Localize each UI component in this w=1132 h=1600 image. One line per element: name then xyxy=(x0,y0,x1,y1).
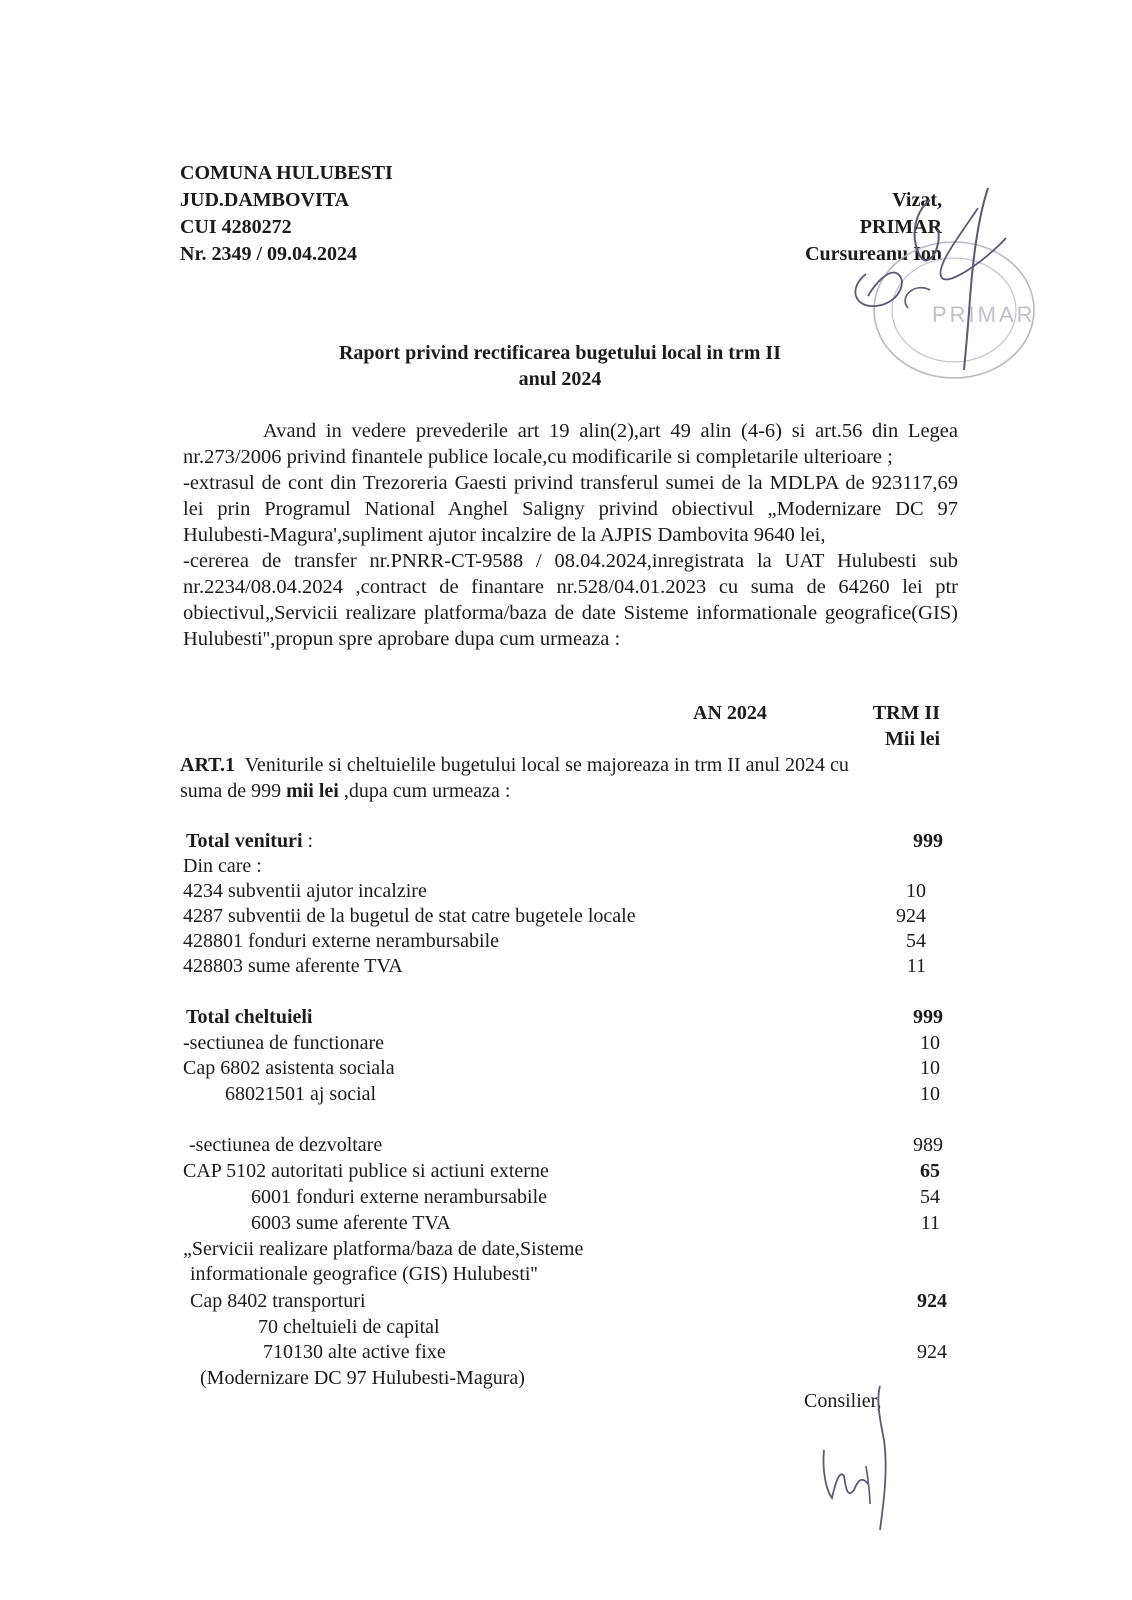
approval-role: PRIMAR xyxy=(859,216,942,238)
din-care-label: Din care : xyxy=(183,855,262,877)
f6001-value: 54 xyxy=(920,1186,940,1208)
fixed-assets-row xyxy=(183,1339,947,1365)
approval-name: Cursureanu Ion xyxy=(805,243,942,265)
article-amount: suma de 999 xyxy=(180,780,287,802)
aj-social-label: 68021501 aj social xyxy=(225,1083,377,1105)
revenues-total-row xyxy=(183,828,943,854)
article-tail: ,dupa cum urmeaza : xyxy=(338,780,511,802)
consilier-signature xyxy=(810,1380,920,1540)
report-title: Raport privind rectificarea bugetului local in trm II xyxy=(338,342,781,364)
aj-social-value: 10 xyxy=(920,1083,940,1105)
revenues-total-suffix: : xyxy=(302,830,314,852)
revenue-value: 924 xyxy=(896,905,926,927)
cap5102-row xyxy=(183,1158,943,1184)
cap8402-value: 924 xyxy=(917,1290,947,1312)
bank-statement-paragraph: -extrasul de cont din Trezoreria Gaesti privind transferul sumei de la MDLPA de 923117,69 lei prin Programul National Anghel Saligny privind obiectivul „Modernizare DC 97 Hulubesti-Magura',supliment ajutor incalzire de la AJPIS Dambovita 9640 lei, xyxy=(183,472,958,546)
cap6802-label: Cap 6802 asistenta sociala xyxy=(183,1057,395,1079)
gis-objective-line1: „Servicii realizare platforma/baza de date,Sisteme xyxy=(183,1238,584,1260)
column-quarter: TRM II xyxy=(872,702,940,724)
revenue-value: 11 xyxy=(906,955,926,977)
column-unit: Mii lei xyxy=(885,728,940,750)
f6003-row xyxy=(183,1210,943,1236)
f6001-row xyxy=(183,1184,943,1210)
capital-expenses-row xyxy=(183,1314,943,1340)
report-title-year: anul 2024 xyxy=(518,368,602,390)
stamp-text: PRIMAR xyxy=(932,302,1036,327)
revenue-row xyxy=(183,903,943,929)
article-1-continued xyxy=(180,778,510,804)
document-number: Nr. 2349 / 09.04.2024 xyxy=(180,243,358,265)
revenue-label: 428803 sume aferente TVA xyxy=(183,955,403,977)
f6001-label: 6001 fonduri externe nerambursabile xyxy=(251,1186,548,1208)
intro-text xyxy=(183,418,958,652)
column-year: AN 2024 xyxy=(693,702,767,724)
dezvoltare-value: 989 xyxy=(913,1134,943,1156)
county: JUD.DAMBOVITA xyxy=(180,189,350,211)
legal-basis-paragraph: Avand in vedere prevederile art 19 alin(2),art 49 alin (4-6) si art.56 din Legea nr.273/2006 privind finantele publice locale,cu modificarile si completarile ulterioare ; xyxy=(183,420,958,468)
gis-objective-row xyxy=(183,1236,943,1262)
capital-expenses-label: 70 cheltuieli de capital xyxy=(258,1316,440,1338)
revenue-label: 4234 subventii ajutor incalzire xyxy=(183,880,427,902)
revenues-total-value: 999 xyxy=(913,830,943,852)
dezvoltare-label: -sectiunea de dezvoltare xyxy=(189,1134,383,1156)
cap5102-label: CAP 5102 autoritati publice si actiuni externe xyxy=(183,1160,549,1182)
fiscal-code: CUI 4280272 xyxy=(180,216,292,238)
f6003-value: 11 xyxy=(920,1212,940,1234)
expenses-total-label: Total cheltuieli xyxy=(186,1006,313,1028)
expenses-total-row xyxy=(183,1004,943,1030)
gis-objective-line2: informationale geografice (GIS) Hulubesti'' xyxy=(190,1263,538,1285)
fixed-assets-label: 710130 alte active fixe xyxy=(263,1341,446,1363)
functionare-label: -sectiunea de functionare xyxy=(183,1032,385,1054)
approval-vizat: Vizat, xyxy=(892,189,942,211)
article-1 xyxy=(180,752,849,778)
revenues-din-care-row xyxy=(183,853,943,879)
functionare-value: 10 xyxy=(920,1032,940,1054)
cap6802-value: 10 xyxy=(920,1057,940,1079)
signature-role: Consilier, xyxy=(804,1390,882,1412)
revenue-value: 54 xyxy=(906,930,926,952)
functionare-row xyxy=(183,1030,943,1056)
gis-objective-row xyxy=(183,1261,943,1287)
fixed-assets-value: 924 xyxy=(917,1341,947,1363)
cap5102-value: 65 xyxy=(920,1160,940,1182)
article-unit: mii lei xyxy=(286,780,339,802)
transfer-request-paragraph: -cererea de transfer nr.PNRR-CT-9588 / 08.04.2024,inregistrata la UAT Hulubesti sub nr.2234/08.04.2024 ,contract de finantare nr.528/04.01.2023 cu suma de 64260 lei ptr obiectivul„Servicii realizare platforma/baza de date Sisteme informationale geografice(GIS) Hulubesti'',propun spre aprobare dupa cum urmeaza : xyxy=(183,550,958,650)
revenue-value: 10 xyxy=(906,880,926,902)
aj-social-row xyxy=(183,1081,943,1107)
revenues-total-label: Total venituri xyxy=(186,830,303,852)
institution-name: COMUNA HULUBESTI xyxy=(180,162,393,184)
cap8402-label: Cap 8402 transporturi xyxy=(190,1290,366,1312)
article-label: ART.1 xyxy=(180,754,236,776)
article-text: Veniturile si cheltuielile bugetului local se majoreaza in trm II anul 2024 cu xyxy=(244,754,849,776)
cap8402-row xyxy=(183,1288,947,1314)
revenue-row xyxy=(183,928,943,954)
revenue-row xyxy=(183,953,943,979)
revenue-label: 428801 fonduri externe nerambursabile xyxy=(183,930,500,952)
modernizare-objective: (Modernizare DC 97 Hulubesti-Magura) xyxy=(200,1367,525,1389)
expenses-total-value: 999 xyxy=(913,1006,943,1028)
dezvoltare-row xyxy=(183,1132,943,1158)
cap6802-row xyxy=(183,1055,943,1081)
revenue-row xyxy=(183,878,943,904)
f6003-label: 6003 sume aferente TVA xyxy=(251,1212,451,1234)
revenue-label: 4287 subventii de la bugetul de stat catre bugetele locale xyxy=(183,905,636,927)
